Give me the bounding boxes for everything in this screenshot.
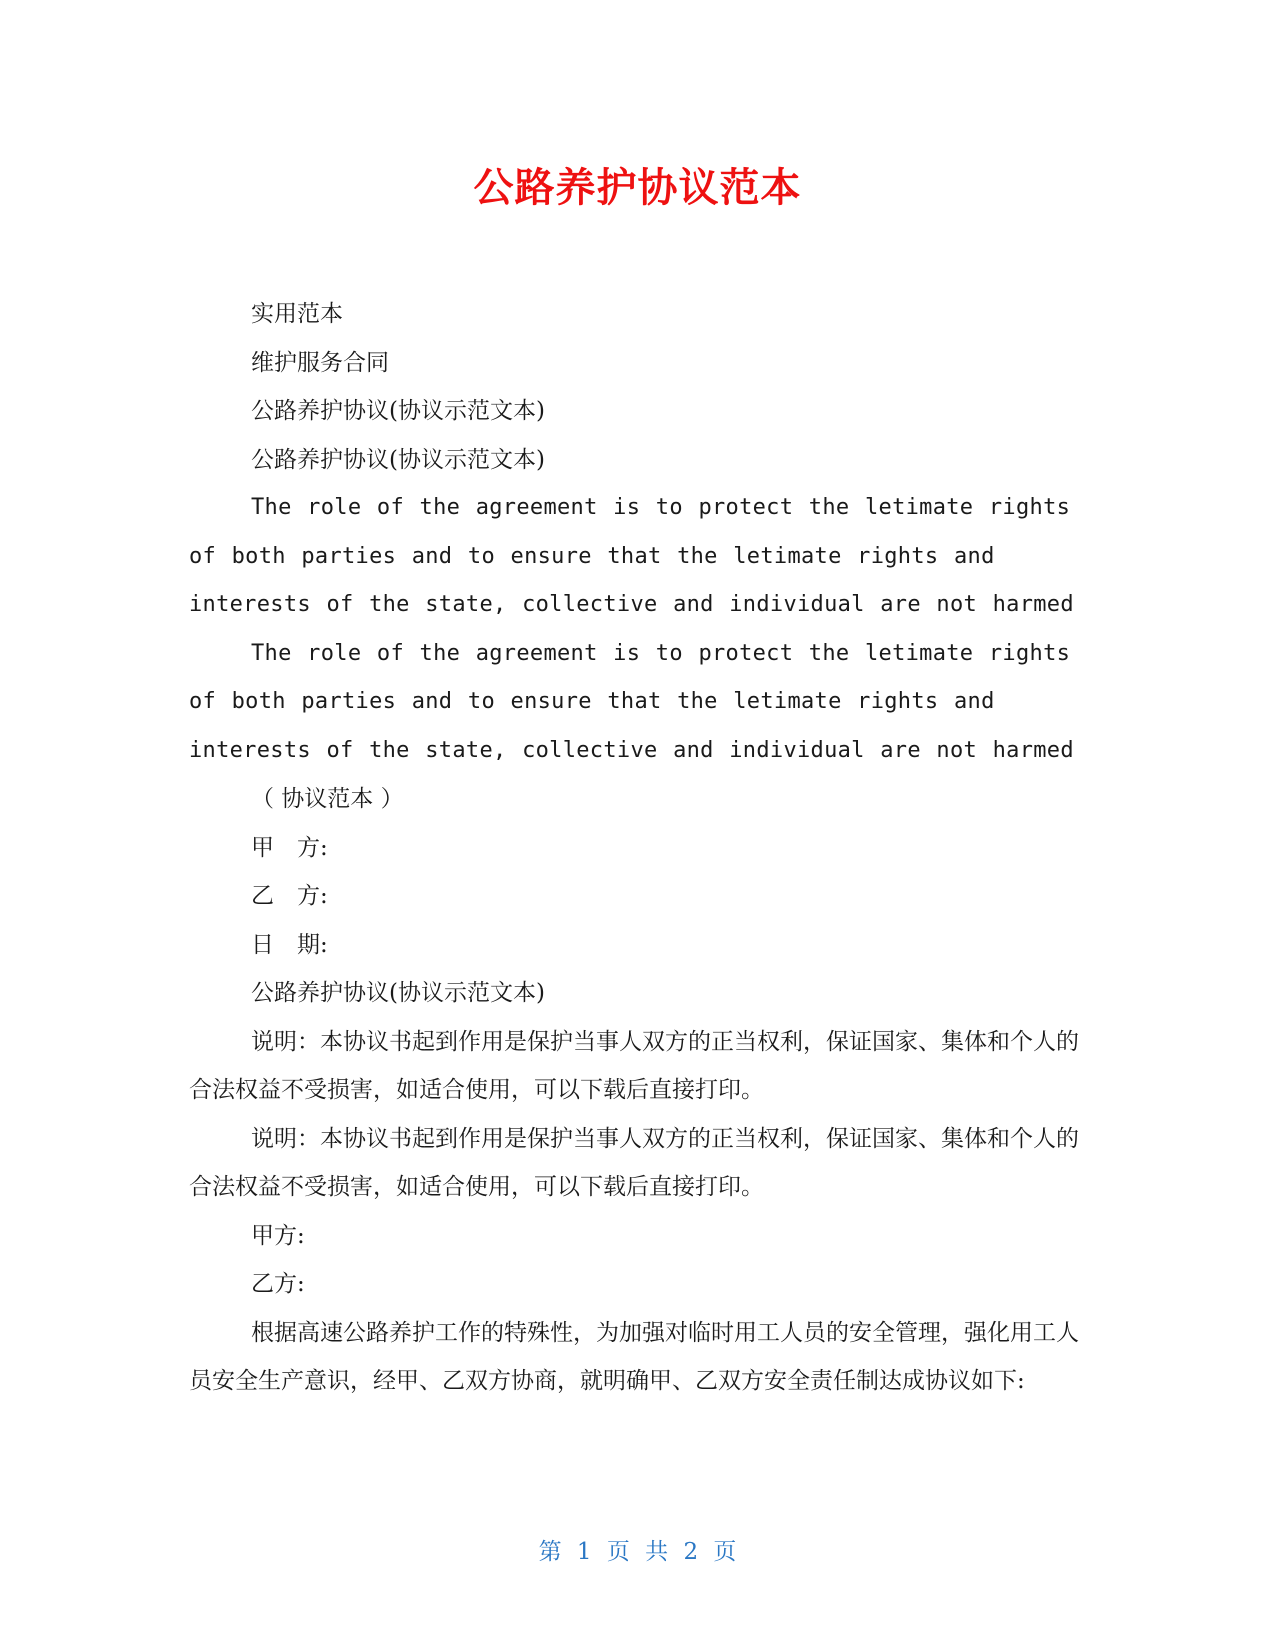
paragraph-agreement-heading-repeat: 公路养护协议(协议示范文本) xyxy=(251,446,545,473)
paragraph-maintenance-contract: 维护服务合同 xyxy=(251,349,389,376)
document-title: 公路养护协议范本 xyxy=(473,165,802,211)
paragraph-practical-template: 实用范本 xyxy=(251,301,343,327)
party-b-signature-line: 乙方: xyxy=(251,1271,305,1297)
page-footer: 第 1 页 共 2 页 xyxy=(538,1539,737,1565)
paragraph-description-repeat: 说明：本协议书起到作用是保护当事人双方的正当权利，保证国家、集体和个人的合法权益不受损害，如适合使用，可以下载后直接打印。 xyxy=(189,1125,1079,1200)
paragraph-agreement-heading: 公路养护协议(协议示范文本) xyxy=(251,398,545,424)
document-body xyxy=(189,290,1089,1406)
paragraph-agreement-intro: 根据高速公路养护工作的特殊性，为加强对临时用工人员的安全管理，强化用工人员安全生产意识，经甲、乙双方协商，就明确甲、乙双方安全责任制达成协议如下: xyxy=(189,1319,1079,1394)
date-line: 日 期: xyxy=(251,931,328,958)
paragraph-english-role-repeat: The role of the agreement is to protect the letimate rights of both parties and to ensure that the letimate rights and interests of the state, collective and individual are not harmed xyxy=(189,640,1074,763)
party-b-line: 乙 方: xyxy=(251,883,328,909)
paragraph-agreement-heading-second: 公路养护协议(协议示范文本) xyxy=(251,980,545,1006)
paragraph-description: 说明：本协议书起到作用是保护当事人双方的正当权利，保证国家、集体和个人的合法权益不受损害，如适合使用，可以下载后直接打印。 xyxy=(189,1028,1079,1103)
party-a-signature-line: 甲方: xyxy=(251,1222,305,1249)
paragraph-english-role: The role of the agreement is to protect the letimate rights of both parties and to ensure that the letimate rights and interests of the state, collective and individual are not harmed xyxy=(189,495,1074,617)
paragraph-template-label: （ 协议范本 ） xyxy=(251,786,404,812)
party-a-line: 甲 方: xyxy=(251,834,328,861)
